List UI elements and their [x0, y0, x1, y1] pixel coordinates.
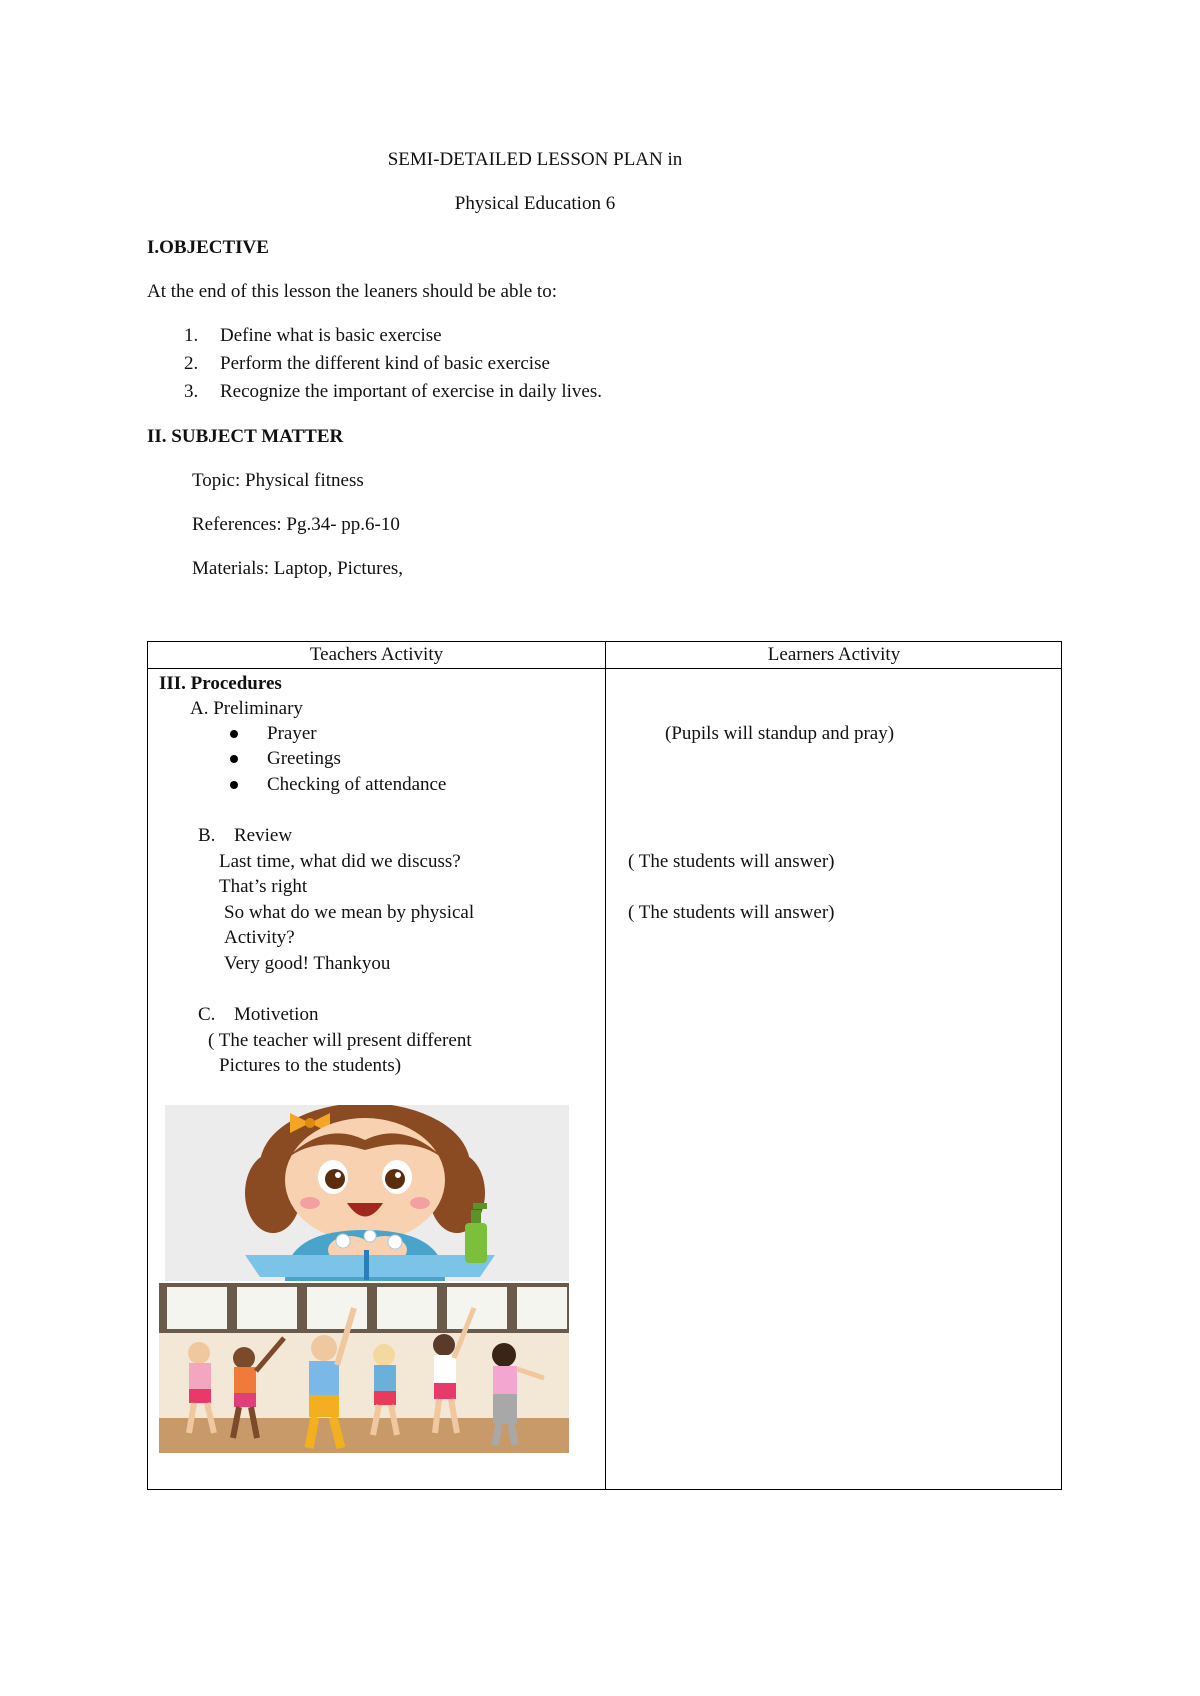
review-line-3: So what do we mean by physical: [224, 902, 475, 923]
header-learners-activity: Learners Activity: [767, 644, 901, 665]
learner-response-review-1: ( The students will answer): [628, 851, 835, 872]
motivation-line-2: Pictures to the students): [219, 1055, 402, 1076]
learner-response-review-2: ( The students will answer): [628, 902, 835, 923]
objective-item-2: Perform the different kind of basic exercise: [220, 353, 550, 374]
lesson-table: [147, 641, 1062, 1490]
subject-topic: Topic: Physical fitness: [192, 470, 364, 491]
preliminary-bullet-greetings: Greetings: [267, 748, 341, 769]
review-line-5: Very good! Thankyou: [224, 953, 391, 974]
objective-heading: I.OBJECTIVE: [147, 237, 269, 258]
bullet-dot: [230, 781, 238, 789]
review-line-1: Last time, what did we discuss?: [219, 851, 461, 872]
header-teachers-activity: Teachers Activity: [309, 644, 444, 665]
preliminary-label: A. Preliminary: [190, 698, 303, 719]
preliminary-bullet-prayer: Prayer: [267, 723, 317, 744]
column-divider: [605, 642, 606, 1489]
procedures-heading: III. Procedures: [159, 673, 282, 694]
review-line-4: Activity?: [224, 927, 295, 948]
objective-item-1-num: 1.: [184, 325, 199, 346]
handwashing-illustration: [165, 1105, 569, 1281]
motivation-letter: C.: [198, 1004, 216, 1025]
document-title: SEMI-DETAILED LESSON PLAN in: [387, 149, 683, 170]
objective-item-3-num: 3.: [184, 381, 199, 402]
preliminary-bullet-attendance: Checking of attendance: [267, 774, 447, 795]
motivation-line-1: ( The teacher will present different: [208, 1030, 472, 1051]
handwashing-picture-graphic: [165, 1105, 569, 1281]
header-divider: [148, 668, 1061, 669]
review-label: Review: [234, 825, 293, 846]
learner-response-prayer: (Pupils will standup and pray): [665, 723, 895, 744]
objective-item-1: Define what is basic exercise: [220, 325, 442, 346]
review-letter: B.: [198, 825, 216, 846]
subject-materials: Materials: Laptop, Pictures,: [192, 558, 404, 579]
subject-matter-heading: II. SUBJECT MATTER: [147, 426, 344, 447]
review-line-2: That’s right: [219, 876, 308, 897]
objective-item-3: Recognize the important of exercise in daily lives.: [220, 381, 602, 402]
objective-item-2-num: 2.: [184, 353, 199, 374]
objective-intro: At the end of this lesson the leaners should be able to:: [147, 281, 557, 302]
motivation-label: Motivetion: [234, 1004, 319, 1025]
subject-references: References: Pg.34- pp.6-10: [192, 514, 400, 535]
bullet-dot: [230, 755, 238, 763]
children-exercising-photo: [159, 1283, 569, 1453]
exercise-picture-graphic: [159, 1283, 569, 1453]
bullet-dot: [230, 730, 238, 738]
document-subtitle: Physical Education 6: [454, 193, 616, 214]
